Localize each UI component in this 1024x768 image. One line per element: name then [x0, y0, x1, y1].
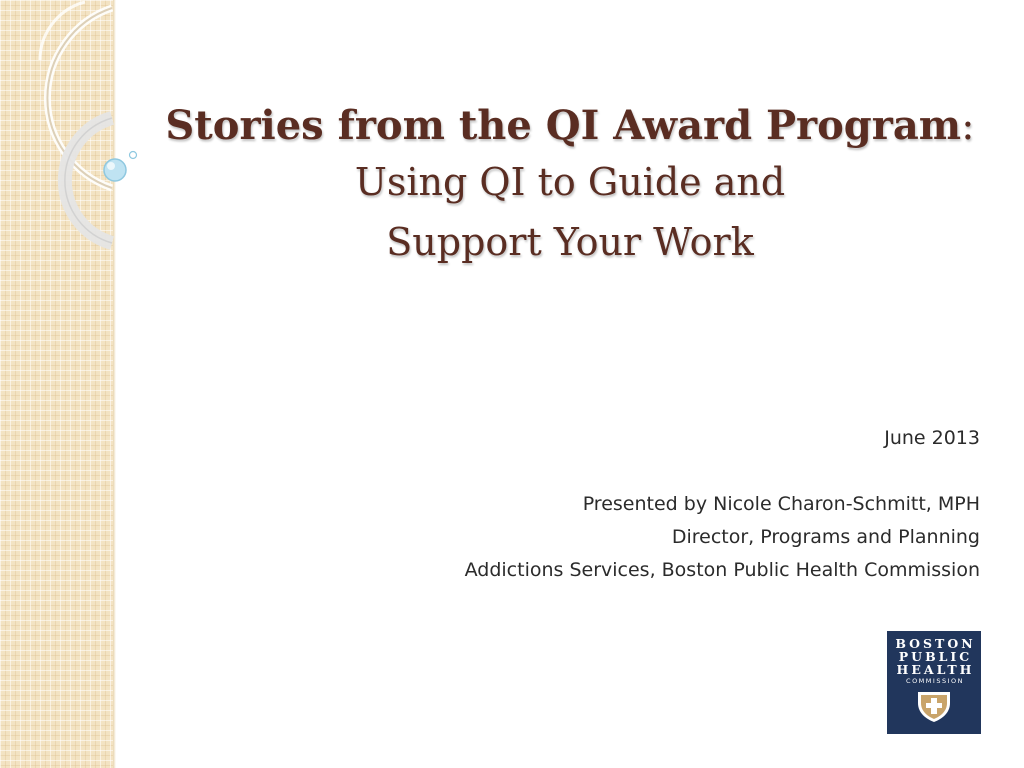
slide-subtitle	[465, 422, 980, 587]
presentation-date: June 2013	[884, 427, 980, 449]
presenter-name: Presented by Nicole Charon-Schmitt, MPH	[582, 493, 980, 515]
logo-text-commission: COMMISSION	[906, 677, 964, 685]
title-bold-text: Stories from the QI Award Program	[165, 102, 962, 149]
spacer	[465, 455, 980, 488]
bphc-logo	[887, 631, 981, 734]
bphc-shield-icon	[915, 689, 953, 723]
logo-text-health: HEALTH	[896, 662, 975, 677]
presenter-role: Director, Programs and Planning	[671, 526, 980, 548]
title-line-main	[120, 100, 1020, 152]
presenter-organization: Addictions Services, Boston Public Health Commission	[464, 559, 980, 581]
title-line-2: Using QI to Guide and	[354, 160, 786, 204]
logo-text-public: PUBLIC	[898, 649, 973, 664]
slide-title	[120, 100, 1020, 272]
logo-text-boston: BOSTON	[895, 636, 976, 651]
title-line-3: Support Your Work	[386, 220, 754, 264]
title-colon: :	[961, 103, 975, 149]
